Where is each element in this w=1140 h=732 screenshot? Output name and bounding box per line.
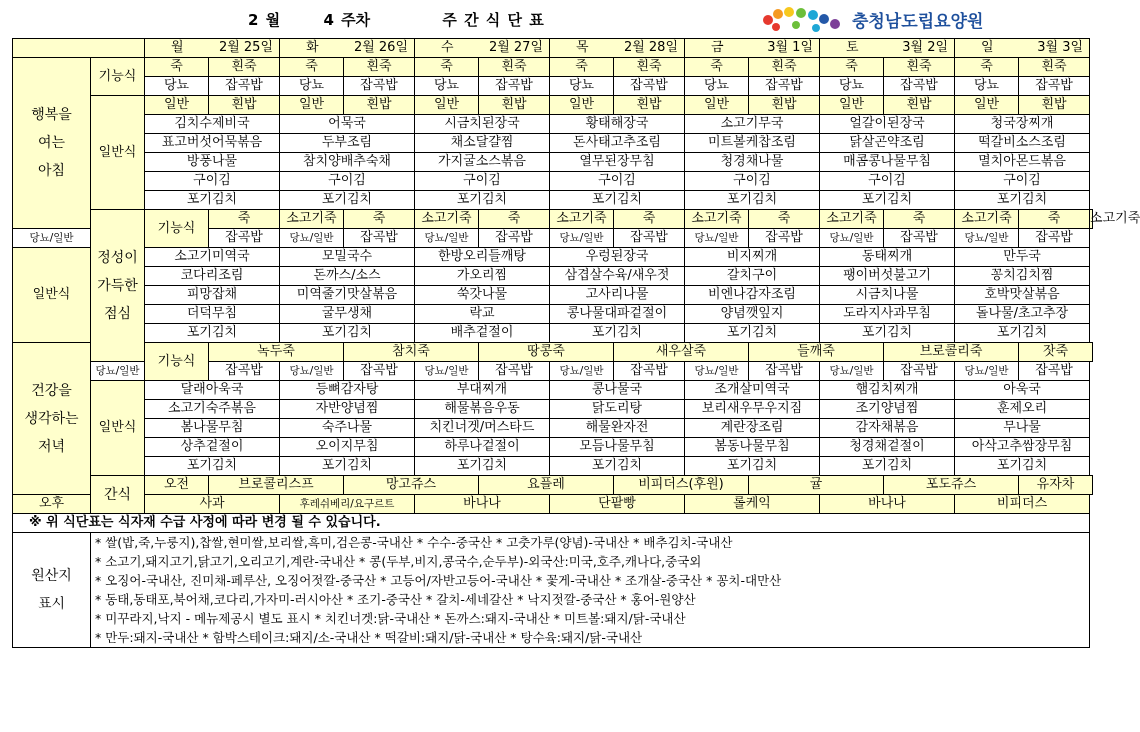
menu-item: 포기김치	[280, 457, 415, 476]
menu-item: 포기김치	[820, 191, 955, 210]
func-rice: 당뇨	[550, 77, 614, 96]
func-porridge: 죽	[550, 58, 614, 77]
menu-item: 구이김	[415, 172, 550, 191]
breakfast-func-row-2	[13, 77, 1093, 96]
menu-item: 굴무생채	[280, 305, 415, 324]
dinner-menu-row-1	[13, 400, 1093, 419]
meal-label-line: 생각하는	[24, 410, 79, 427]
menu-item: 참치양배추숙채	[280, 153, 415, 172]
gen-rice: 일반	[550, 96, 614, 115]
func-rice: 당뇨/일반	[415, 229, 479, 248]
date: 3월 3일	[1037, 40, 1084, 55]
menu-item: 조기양념찜	[820, 400, 955, 419]
snack-pm-item: 롤케익	[685, 495, 820, 514]
menu-item: 햄김치찌개	[820, 381, 955, 400]
menu-item: 피망잡채	[145, 286, 280, 305]
origin-label-line: 표시	[37, 596, 66, 612]
func-rice: 잡곡밥	[1019, 362, 1090, 381]
menu-item: 보리새우무우지짐	[685, 400, 820, 419]
func-rice: 당뇨/일반	[550, 229, 614, 248]
func-porridge: 죽	[820, 58, 884, 77]
menu-item: 아삭고추쌈장무침	[955, 438, 1090, 457]
meal-label-line: 점심	[103, 305, 132, 322]
func-rice: 당뇨	[280, 77, 344, 96]
menu-item: 채소달걀찜	[415, 134, 550, 153]
func-porridge: 소고기죽	[1090, 210, 1093, 229]
func-rice: 잡곡밥	[1019, 229, 1090, 248]
menu-item: 포기김치	[820, 457, 955, 476]
func-rice: 당뇨/일반	[685, 362, 749, 381]
menu-item: 포기김치	[415, 457, 550, 476]
dinner-menu-row-2	[13, 419, 1093, 438]
weekday: 일	[981, 40, 994, 55]
menu-item: 콩나물국	[550, 381, 685, 400]
func-porridge: 소고기죽	[415, 210, 479, 229]
snack-pm-item: 바나나	[820, 495, 955, 514]
func-rice: 당뇨/일반	[820, 229, 884, 248]
dinner-gen-row-1	[13, 381, 1093, 400]
func-porridge: 죽	[280, 58, 344, 77]
func-porridge: 흰죽	[344, 58, 415, 77]
menu-item: 돈사태고추조림	[550, 134, 685, 153]
func-porridge: 죽	[209, 210, 280, 229]
func-porridge: 새우살죽	[614, 343, 749, 362]
menu-item: 소고기무국	[685, 115, 820, 134]
day-header	[145, 39, 280, 58]
menu-item: 삼겹살수육/새우젓	[550, 267, 685, 286]
snack-pm-label: 오후	[13, 495, 91, 514]
menu-item: 계란장조림	[685, 419, 820, 438]
lunch-menu-row-1	[13, 267, 1093, 286]
page-title: 2 월 4 주차 주 간 식 단 표	[248, 11, 544, 29]
origin-list	[91, 533, 1090, 648]
menu-item: 포기김치	[685, 324, 820, 343]
func-rice: 잡곡밥	[344, 362, 415, 381]
weekday: 수	[441, 40, 454, 55]
menu-item: 한방오리들깨탕	[415, 248, 550, 267]
menu-item: 해물완자전	[550, 419, 685, 438]
func-label: 기능식	[91, 58, 145, 96]
menu-item: 포기김치	[415, 191, 550, 210]
menu-item: 포기김치	[550, 324, 685, 343]
menu-item: 봄나물무침	[145, 419, 280, 438]
menu-item: 구이김	[685, 172, 820, 191]
menu-item: 포기김치	[145, 457, 280, 476]
func-porridge: 죽	[479, 210, 550, 229]
meal-label-line: 저녁	[37, 438, 66, 455]
menu-item: 아욱국	[955, 381, 1090, 400]
menu-item: 오이지무침	[280, 438, 415, 457]
snack-pm-item: 바나나	[415, 495, 550, 514]
menu-item: 만두국	[955, 248, 1090, 267]
menu-item: 미역줄기맛살볶음	[280, 286, 415, 305]
menu-item: 구이김	[955, 172, 1090, 191]
func-porridge: 흰죽	[209, 58, 280, 77]
corner-cell	[13, 39, 145, 58]
menu-item: 포기김치	[955, 191, 1090, 210]
menu-item: 구이김	[820, 172, 955, 191]
func-porridge: 소고기죽	[280, 210, 344, 229]
func-porridge: 흰죽	[749, 58, 820, 77]
snack-pm-item: 후레쉬베리/요구르트	[280, 495, 415, 514]
func-porridge: 참치죽	[344, 343, 479, 362]
func-label: 기능식	[145, 210, 209, 248]
func-porridge: 죽	[1019, 210, 1090, 229]
origin-label-line: 원산지	[31, 568, 72, 584]
weekday: 토	[846, 40, 859, 55]
func-porridge: 땅콩죽	[479, 343, 614, 362]
func-rice: 잡곡밥	[1019, 77, 1090, 96]
date: 3월 1일	[767, 40, 814, 55]
day-header	[550, 39, 685, 58]
menu-item: 부대찌개	[415, 381, 550, 400]
gen-label: 일반식	[13, 248, 91, 343]
func-rice: 잡곡밥	[479, 77, 550, 96]
menu-item: 봄동나물무침	[685, 438, 820, 457]
snack-am-label: 오전	[145, 476, 209, 495]
day-header	[685, 39, 820, 58]
menu-item: 모듬나물무침	[550, 438, 685, 457]
gen-rice: 흰밥	[479, 96, 550, 115]
menu-item: 감자채볶음	[820, 419, 955, 438]
origin-line: * 동태,동태포,북어채,코다리,가자미-러시아산 * 조기-중국산 * 갈치-세네갈산 * 낙지젓깔-중국산 * 홍어-원양산	[95, 592, 696, 607]
func-rice: 잡곡밥	[479, 362, 550, 381]
menu-item: 조개살미역국	[685, 381, 820, 400]
gen-rice: 흰밥	[1019, 96, 1090, 115]
menu-item: 돌나물/초고추장	[955, 305, 1090, 324]
menu-item: 시금치나물	[820, 286, 955, 305]
day-header	[820, 39, 955, 58]
snack-am-item: 비피더스(후원)	[614, 476, 749, 495]
gen-rice: 일반	[415, 96, 479, 115]
snack-pm-item: 사과	[145, 495, 280, 514]
menu-item: 모밀국수	[280, 248, 415, 267]
func-rice: 잡곡밥	[749, 229, 820, 248]
menu-item: 방풍나물	[145, 153, 280, 172]
func-rice: 당뇨/일반	[685, 229, 749, 248]
func-rice: 잡곡밥	[344, 229, 415, 248]
func-porridge: 죽	[884, 210, 955, 229]
menu-item: 포기김치	[955, 324, 1090, 343]
snack-am-item: 브로콜리스프	[209, 476, 344, 495]
dinner-menu-row-4	[13, 457, 1093, 476]
gen-rice: 일반	[145, 96, 209, 115]
dinner-menu-row-3	[13, 438, 1093, 457]
func-porridge: 죽	[685, 58, 749, 77]
func-rice: 잡곡밥	[749, 362, 820, 381]
meal-label-line: 건강을	[31, 382, 72, 399]
menu-item: 도라지사과무침	[820, 305, 955, 324]
lunch-func-row-1	[13, 210, 1093, 229]
breakfast-func-row-1	[13, 58, 1093, 77]
snack-pm-row	[13, 495, 1093, 514]
meal-label-line: 가득한	[97, 277, 138, 294]
origin-line: * 미꾸라지,낙지 - 메뉴제공시 별도 표시 * 치킨너겟:닭-국내산 * 돈까스:돼지-국내산 * 미트볼:돼지/닭-국내산	[95, 611, 686, 626]
func-rice: 잡곡밥	[884, 77, 955, 96]
org-logo	[758, 4, 983, 34]
func-rice: 당뇨/일반	[955, 362, 1019, 381]
func-porridge: 죽	[344, 210, 415, 229]
weekly-menu-table	[12, 38, 1140, 648]
menu-item: 하루나겉절이	[415, 438, 550, 457]
func-porridge: 소고기죽	[820, 210, 884, 229]
origin-line: * 오징어-국내산, 진미채-페루산, 오징어젓깔-중국산 * 고등어/자반고등어-국내산 * 꽃게-국내산 * 조개살-중국산 * 꽁치-대만산	[95, 573, 782, 588]
notice-text: ※ 위 식단표는 식자재 수급 사정에 따라 변경 될 수 있습니다.	[13, 514, 1090, 533]
func-rice: 잡곡밥	[209, 77, 280, 96]
func-rice: 당뇨/일반	[415, 362, 479, 381]
func-rice: 당뇨/일반	[91, 362, 145, 381]
func-rice: 당뇨/일반	[13, 229, 91, 248]
menu-item: 황태해장국	[550, 115, 685, 134]
snack-am-item: 유자차	[1019, 476, 1093, 495]
date: 2월 27일	[488, 40, 543, 55]
menu-item: 비지찌개	[685, 248, 820, 267]
func-rice: 당뇨/일반	[280, 229, 344, 248]
func-porridge: 죽	[955, 58, 1019, 77]
func-porridge: 죽	[415, 58, 479, 77]
func-porridge: 흰죽	[884, 58, 955, 77]
lunch-menu-row-4	[13, 324, 1093, 343]
dinner-label	[13, 343, 91, 495]
weekday: 화	[306, 40, 319, 55]
breakfast-menu-row-2	[13, 153, 1093, 172]
origin-line: * 만두:돼지-국내산 * 함박스테이크:돼지/소-국내산 * 떡갈비:돼지/닭-국내산 * 탕수육:돼지/닭-국내산	[95, 630, 643, 645]
gen-label: 일반식	[91, 96, 145, 210]
gen-rice: 흰밥	[614, 96, 685, 115]
flower-logo-icon	[758, 4, 848, 34]
menu-item: 가지굴소스볶음	[415, 153, 550, 172]
origin-line: * 소고기,돼지고기,닭고기,오리고기,계란-국내산 * 콩(두부,비지,콩국수,순두부)-외국산:미국,호주,캐나다,중국외	[95, 554, 702, 569]
menu-item: 콩나물대파겉절이	[550, 305, 685, 324]
func-label: 기능식	[145, 343, 209, 381]
day-header	[280, 39, 415, 58]
func-porridge: 흰죽	[479, 58, 550, 77]
func-rice: 당뇨	[955, 77, 1019, 96]
func-porridge: 녹두죽	[209, 343, 344, 362]
menu-item: 해물볶음우동	[415, 400, 550, 419]
func-rice: 잡곡밥	[614, 229, 685, 248]
weekday: 금	[711, 40, 724, 55]
menu-item: 열무된장무침	[550, 153, 685, 172]
func-rice: 당뇨/일반	[280, 362, 344, 381]
menu-item: 상추겉절이	[145, 438, 280, 457]
menu-item: 가오리찜	[415, 267, 550, 286]
menu-item: 포기김치	[145, 324, 280, 343]
menu-item: 포기김치	[820, 324, 955, 343]
func-porridge: 소고기죽	[550, 210, 614, 229]
menu-item: 미트볼케찹조림	[685, 134, 820, 153]
meal-label-line: 행복을	[31, 107, 72, 123]
meal-label-line: 아침	[37, 163, 66, 179]
origin-line: * 쌀(밥,죽,누룽지),찹쌀,현미쌀,보리쌀,흑미,검은콩-국내산 * 수수-중국산 * 고춧가루(양념)-국내산 * 배추김치-국내산	[95, 535, 733, 550]
notice-row	[13, 514, 1093, 533]
weekday: 월	[171, 40, 184, 55]
menu-item: 갈치구이	[685, 267, 820, 286]
menu-item: 닭도리탕	[550, 400, 685, 419]
snack-am-item: 망고쥬스	[344, 476, 479, 495]
menu-item: 달래아욱국	[145, 381, 280, 400]
func-rice: 잡곡밥	[479, 229, 550, 248]
menu-item: 김치수제비국	[145, 115, 280, 134]
lunch-menu-row-3	[13, 305, 1093, 324]
gen-rice: 흰밥	[749, 96, 820, 115]
snack-label-text: 간식	[103, 486, 132, 503]
func-porridge: 잣죽	[1019, 343, 1093, 362]
func-rice: 잡곡밥	[614, 362, 685, 381]
menu-item: 포기김치	[550, 191, 685, 210]
menu-item: 돈까스/소스	[280, 267, 415, 286]
func-porridge: 소고기죽	[685, 210, 749, 229]
snack-am-item: 귤	[749, 476, 884, 495]
menu-item: 숙주나물	[280, 419, 415, 438]
func-rice: 당뇨/일반	[955, 229, 1019, 248]
func-rice: 잡곡밥	[209, 229, 280, 248]
menu-item: 배추겉절이	[415, 324, 550, 343]
menu-item: 더덕무침	[145, 305, 280, 324]
func-rice: 잡곡밥	[749, 77, 820, 96]
breakfast-label	[13, 58, 91, 229]
day-header	[955, 39, 1090, 58]
menu-item: 팽이버섯불고기	[820, 267, 955, 286]
menu-item: 포기김치	[550, 457, 685, 476]
gen-label: 일반식	[91, 381, 145, 476]
menu-item: 우렁된장국	[550, 248, 685, 267]
menu-item: 락교	[415, 305, 550, 324]
snack-am-row	[13, 476, 1093, 495]
menu-item: 소고기숙주볶음	[145, 400, 280, 419]
func-rice: 당뇨	[820, 77, 884, 96]
func-rice: 당뇨	[685, 77, 749, 96]
menu-item: 훈제오리	[955, 400, 1090, 419]
lunch-menu-row-2	[13, 286, 1093, 305]
origin-label	[13, 533, 91, 648]
func-rice: 당뇨/일반	[550, 362, 614, 381]
menu-item: 표고버섯어묵볶음	[145, 134, 280, 153]
snack-am-item: 포도쥬스	[884, 476, 1019, 495]
date: 2월 28일	[623, 40, 678, 55]
dinner-func-row-1	[13, 343, 1093, 362]
func-porridge: 죽	[145, 58, 209, 77]
menu-item: 어묵국	[280, 115, 415, 134]
func-rice: 당뇨	[415, 77, 479, 96]
breakfast-gen-row-1	[13, 96, 1093, 115]
func-porridge: 죽	[614, 210, 685, 229]
gen-rice: 일반	[280, 96, 344, 115]
func-porridge: 흰죽	[614, 58, 685, 77]
weekday: 목	[576, 40, 589, 55]
menu-item: 포기김치	[685, 191, 820, 210]
origin-row	[13, 533, 1093, 648]
date: 3월 2일	[902, 40, 949, 55]
menu-item: 포기김치	[280, 191, 415, 210]
menu-item: 코다리조림	[145, 267, 280, 286]
menu-item: 고사리나물	[550, 286, 685, 305]
gen-rice: 일반	[685, 96, 749, 115]
menu-item: 무나물	[955, 419, 1090, 438]
menu-item: 치킨너겟/머스타드	[415, 419, 550, 438]
breakfast-menu-row-4	[13, 191, 1093, 210]
menu-item: 시금치된장국	[415, 115, 550, 134]
menu-item: 호박맛살볶음	[955, 286, 1090, 305]
menu-item: 닭살곤약조림	[820, 134, 955, 153]
gen-rice: 흰밥	[344, 96, 415, 115]
menu-item: 매콤콩나물무침	[820, 153, 955, 172]
func-rice: 잡곡밥	[614, 77, 685, 96]
lunch-gen-row-1	[13, 248, 1093, 267]
menu-item: 구이김	[550, 172, 685, 191]
page-header	[0, 0, 1108, 38]
date: 2월 26일	[353, 40, 408, 55]
func-rice: 잡곡밥	[884, 362, 955, 381]
meal-label-line: 여는	[37, 135, 66, 151]
menu-item: 등뼈감자탕	[280, 381, 415, 400]
menu-item: 포기김치	[280, 324, 415, 343]
day-header-row	[13, 39, 1093, 58]
menu-item: 포기김치	[955, 457, 1090, 476]
func-rice: 잡곡밥	[209, 362, 280, 381]
menu-item: 구이김	[145, 172, 280, 191]
gen-rice: 흰밥	[209, 96, 280, 115]
day-header	[415, 39, 550, 58]
breakfast-menu-row-3	[13, 172, 1093, 191]
snack-pm-item: 단팥빵	[550, 495, 685, 514]
menu-item: 포기김치	[685, 457, 820, 476]
breakfast-gen-row-2	[13, 115, 1093, 134]
func-porridge: 들깨죽	[749, 343, 884, 362]
menu-item: 얼갈이된장국	[820, 115, 955, 134]
menu-item: 청경채나물	[685, 153, 820, 172]
menu-item: 구이김	[280, 172, 415, 191]
menu-item: 쑥갓나물	[415, 286, 550, 305]
menu-item: 떡갈비소스조림	[955, 134, 1090, 153]
func-porridge: 죽	[749, 210, 820, 229]
snack-pm-item: 비피더스	[955, 495, 1090, 514]
func-rice: 당뇨	[145, 77, 209, 96]
menu-item: 자반양념찜	[280, 400, 415, 419]
func-rice: 잡곡밥	[884, 229, 955, 248]
func-porridge: 브로콜리죽	[884, 343, 1019, 362]
breakfast-menu-row-1	[13, 134, 1093, 153]
meal-label-line: 정성이	[97, 249, 138, 266]
menu-item: 두부조림	[280, 134, 415, 153]
menu-item: 동태찌개	[820, 248, 955, 267]
menu-item: 소고기미역국	[145, 248, 280, 267]
menu-item: 꽁치김치찜	[955, 267, 1090, 286]
gen-rice: 일반	[955, 96, 1019, 115]
menu-item: 멸치아몬드볶음	[955, 153, 1090, 172]
func-porridge: 소고기죽	[955, 210, 1019, 229]
date: 2월 25일	[218, 40, 273, 55]
gen-rice: 일반	[820, 96, 884, 115]
func-porridge: 흰죽	[1019, 58, 1090, 77]
menu-item: 비엔나감자조림	[685, 286, 820, 305]
func-rice: 당뇨/일반	[820, 362, 884, 381]
snack-am-item: 요플레	[479, 476, 614, 495]
menu-item: 포기김치	[145, 191, 280, 210]
menu-item: 청국장찌개	[955, 115, 1090, 134]
gen-rice: 흰밥	[884, 96, 955, 115]
lunch-label	[91, 210, 145, 362]
menu-item: 양념깻잎지	[685, 305, 820, 324]
snack-label	[91, 476, 145, 514]
func-rice: 잡곡밥	[344, 77, 415, 96]
menu-item: 청경채겉절이	[820, 438, 955, 457]
org-name: 충청남도립요양원	[852, 11, 984, 32]
